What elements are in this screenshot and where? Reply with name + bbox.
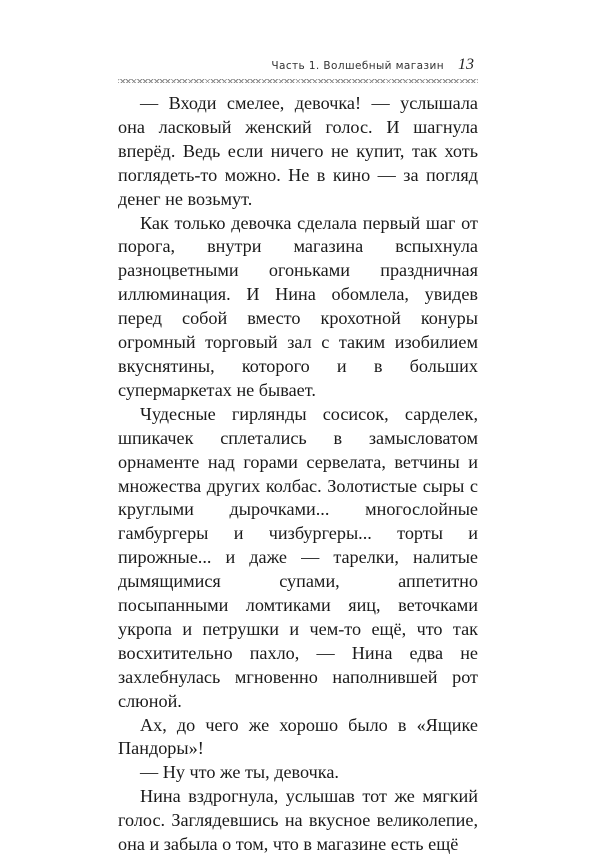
page-number: 13 bbox=[458, 56, 474, 73]
running-title: Часть 1. Волшебный магазин bbox=[271, 60, 444, 72]
page-header bbox=[118, 58, 478, 80]
paragraph: Ах, до чего же хорошо было в «Ящике Пандоры»! bbox=[118, 714, 478, 759]
paragraph: — Ну что же ты, девочка. bbox=[140, 762, 339, 783]
header-divider bbox=[118, 79, 478, 83]
paragraph: Как только девочка сделала первый шаг от порога, внутри магазина вспыхнула разноцветными огоньками праздничная иллюминация. И Нина обомлела, увидев перед собой вместо крохотной конуры огромный торговый зал с таким изобилием вкуснятины, которого и в больших супермаркетах не бывает. bbox=[118, 212, 478, 400]
paragraph: — Входи смелее, девочка! — услышала она ласковый женский голос. И шагнула вперёд. Ведь если ничего не купит, так хоть поглядеть-то можно. Не в кино — за погляд денег не возьмут. bbox=[118, 93, 478, 209]
paragraph: Нина вздрогнула, услышав тот же мягкий голос. Заглядевшись на вкусное великолепие, она и забыла о том, что в магазине есть ещё bbox=[118, 786, 478, 855]
paragraph: Чудесные гирлянды сосисок, сарделек, шпикачек сплетались в замысловатом орнаменте над горами сервелата, ветчины и множества других колбас. Золотистые сыры с круглыми дырочками... многослойные гамбургеры и чизбургеры... торты и пирожные... и даже — тарелки, налитые дымящимися супами, аппетитно посыпанными ломтиками яиц, веточками укропа и петрушки и чем-то ещё, что так восхитительно пахло, — Нина едва не захлебнулась мгновенно наполнившей рот слюной. bbox=[118, 403, 478, 711]
body-text bbox=[118, 92, 478, 857]
